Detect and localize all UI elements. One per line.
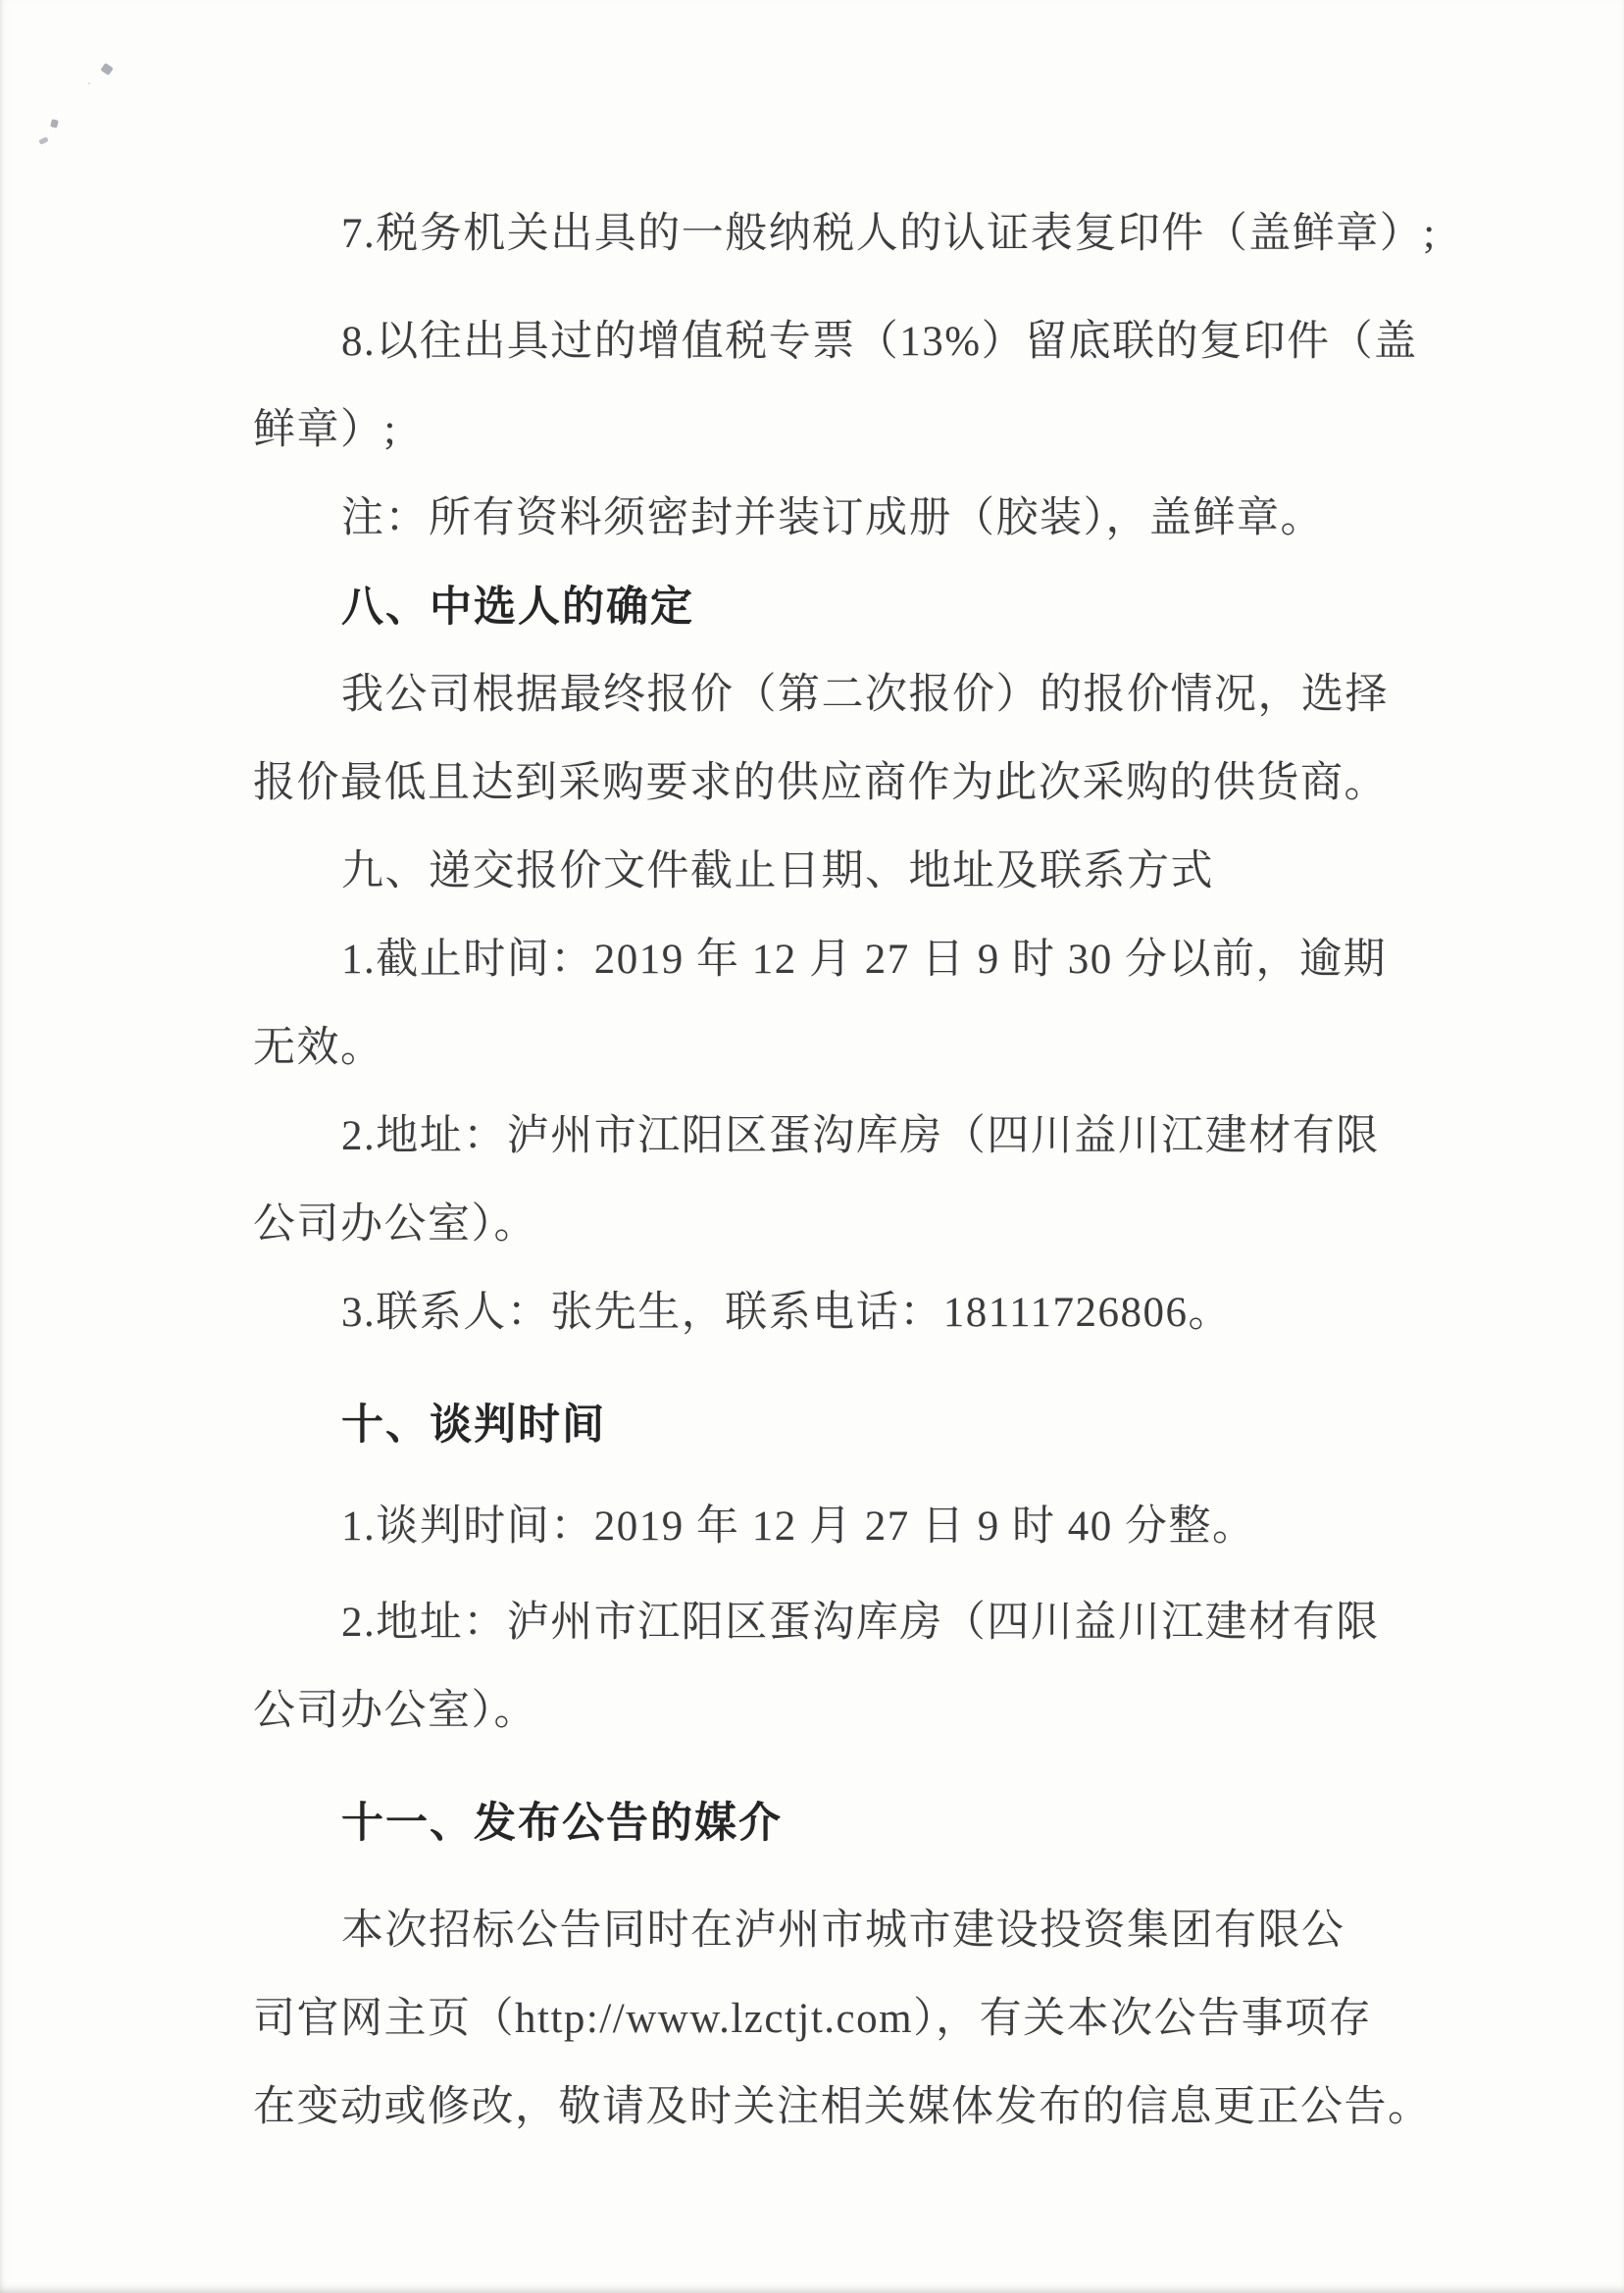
section-heading-11: 十一、发布公告的媒介	[341, 1800, 783, 1847]
section-heading-9: 九、递交报价文件截止日期、地址及联系方式	[341, 848, 1214, 894]
scan-artifact	[100, 63, 113, 76]
list-item-8-line2: 鲜章）;	[253, 407, 397, 453]
list-item-7: 7.税务机关出具的一般纳税人的认证表复印件（盖鲜章）;	[341, 211, 1437, 257]
section-heading-10: 十、谈判时间	[341, 1401, 606, 1449]
winner-paragraph-line1: 我公司根据最终报价（第二次报价）的报价情况，选择	[341, 672, 1389, 718]
negotiation-time-line: 1.谈判时间：2019 年 12 月 27 日 9 时 40 分整。	[341, 1503, 1256, 1550]
document-body	[253, 190, 1479, 2152]
media-paragraph-line3: 在变动或修改，敬请及时关注相关媒体发布的信息更正公告。	[253, 2084, 1432, 2130]
note-line: 注：所有资料须密封并装订成册（胶装），盖鲜章。	[341, 495, 1324, 541]
address-line1: 2.地址：泸州市江阳区蛋沟库房（四川益川江建材有限	[341, 1113, 1380, 1159]
contact-line: 3.联系人：张先生，联系电话：18111726806。	[341, 1290, 1233, 1336]
media-paragraph-line2: 司官网主页（http://www.lzctjt.com），有关本次公告事项存	[253, 1996, 1373, 2042]
negotiation-address-line1: 2.地址：泸州市江阳区蛋沟库房（四川益川江建材有限	[341, 1600, 1380, 1646]
deadline-line1: 1.截止时间：2019 年 12 月 27 日 9 时 30 分以前，逾期	[341, 937, 1387, 983]
list-item-8-line1: 8.以往出具过的增值税专票（13%）留底联的复印件（盖	[341, 319, 1418, 365]
scan-artifact	[38, 136, 48, 144]
scan-artifact	[50, 119, 59, 128]
negotiation-address-line2: 公司办公室）。	[253, 1688, 537, 1734]
address-line2: 公司办公室）。	[253, 1201, 537, 1248]
section-heading-8: 八、中选人的确定	[341, 584, 694, 631]
winner-paragraph-line2: 报价最低且达到采购要求的供应商作为此次采购的供货商。	[253, 760, 1388, 806]
deadline-line2: 无效。	[253, 1025, 384, 1071]
scan-artifact	[88, 82, 90, 84]
media-paragraph-line1: 本次招标公告同时在泸州市城市建设投资集团有限公	[341, 1908, 1345, 1954]
